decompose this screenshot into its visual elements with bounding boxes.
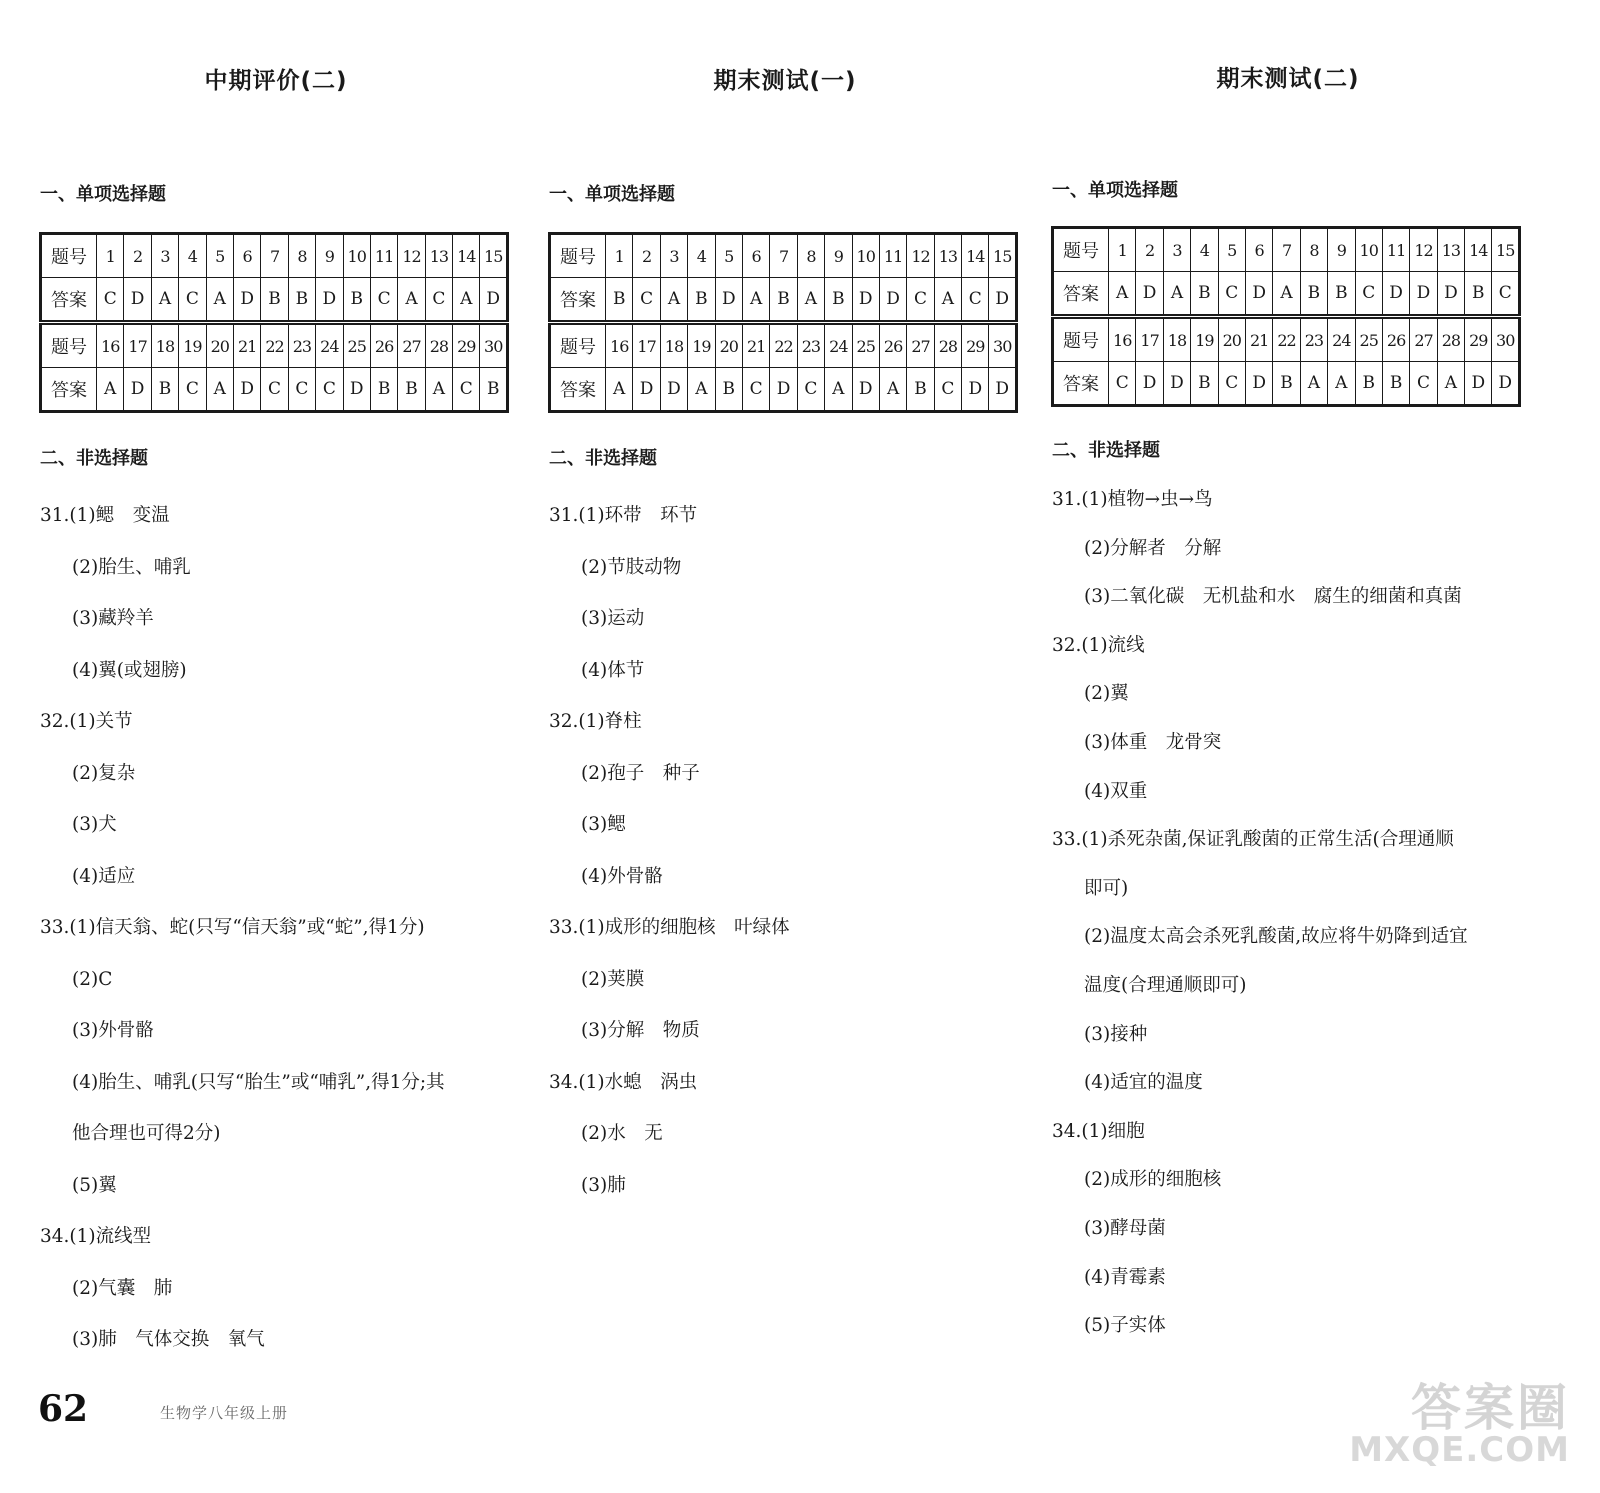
- answer-cell: C: [370, 278, 397, 323]
- question-number-cell: 8: [797, 234, 824, 278]
- question-number-cell: 10: [1355, 228, 1382, 272]
- question-number-cell: 6: [1245, 228, 1272, 272]
- question-number-cell: 2: [124, 234, 151, 278]
- row-header: 题号: [41, 234, 97, 278]
- sub-answer-line: (2)温度太高会杀死乳酸菌,故应将牛奶降到适宜: [1084, 926, 1468, 948]
- question-number-cell: 3: [151, 234, 178, 278]
- question-number-cell: 7: [1273, 228, 1300, 272]
- question-number-cell: 1: [606, 234, 633, 278]
- question-number-cell: 20: [1218, 317, 1245, 362]
- question-number-cell: 26: [370, 323, 397, 368]
- question-number-cell: 6: [233, 234, 260, 278]
- answer-cell: B: [770, 278, 797, 323]
- question-number-cell: 25: [1355, 317, 1382, 362]
- answer-cell: D: [343, 368, 370, 412]
- answer-cell: B: [1191, 272, 1218, 317]
- question-number-cell: 4: [1191, 228, 1218, 272]
- answer-lines: [545, 490, 1045, 1211]
- question-number-cell: 15: [1492, 228, 1520, 272]
- question-answer-line: 34.(1)细胞: [1052, 1120, 1145, 1142]
- answer-cell: A: [825, 368, 852, 412]
- question-number-cell: 5: [715, 234, 742, 278]
- question-number-cell: 15: [989, 234, 1017, 278]
- answer-row: [1053, 272, 1520, 317]
- answer-row: [1053, 362, 1520, 406]
- answer-cell: A: [206, 278, 233, 323]
- sub-answer-line: (4)翼(或翅膀): [72, 659, 187, 681]
- question-number-cell: 21: [1245, 317, 1272, 362]
- question-number-cell: 30: [480, 323, 508, 368]
- question-answer-line: 31.(1)环带 环节: [549, 505, 698, 526]
- question-number-cell: 24: [1328, 317, 1355, 362]
- answer-cell: D: [1465, 362, 1492, 406]
- question-number-cell: 5: [206, 234, 233, 278]
- answer-cell: C: [1109, 362, 1136, 406]
- answer-cell: D: [233, 278, 260, 323]
- question-number-cell: 28: [425, 323, 452, 368]
- question-answer-line: 32.(1)脊柱: [549, 711, 642, 732]
- answer-cell: B: [1355, 362, 1382, 406]
- answer-cell: B: [606, 278, 633, 323]
- question-number-cell: 3: [1163, 228, 1190, 272]
- answer-cell: C: [1492, 272, 1520, 317]
- question-number-cell: 18: [151, 323, 178, 368]
- question-number-cell: 22: [1273, 317, 1300, 362]
- question-number-cell: 4: [179, 234, 206, 278]
- answer-cell: A: [398, 278, 425, 323]
- multiple-choice-heading: 一、单项选择题: [549, 184, 675, 205]
- question-number-cell: 25: [852, 323, 879, 368]
- answer-cell: B: [370, 368, 397, 412]
- question-number-cell: 2: [633, 234, 660, 278]
- question-number-cell: 24: [825, 323, 852, 368]
- question-number-cell: 30: [1492, 317, 1520, 362]
- sub-answer-line: (3)运动: [581, 608, 645, 629]
- answer-cell: D: [316, 278, 343, 323]
- answer-cell: D: [1492, 362, 1520, 406]
- continuation-line: 他合理也可得2分): [72, 1123, 221, 1144]
- question-number-cell: 7: [770, 234, 797, 278]
- section-title: 期末测试(一): [713, 68, 857, 94]
- question-number-cell: 11: [1382, 228, 1409, 272]
- question-number-cell: 21: [742, 323, 769, 368]
- answer-cell: C: [1410, 362, 1437, 406]
- question-number-cell: 27: [907, 323, 934, 368]
- question-answer-line: 31.(1)植物→虫→鸟: [1052, 489, 1213, 510]
- continuation-line: 即可): [1084, 877, 1129, 899]
- sub-answer-line: (2)分解者 分解: [1084, 537, 1222, 559]
- answer-cell: D: [124, 278, 151, 323]
- question-number-cell: 8: [1300, 228, 1327, 272]
- answer-cell: C: [425, 278, 452, 323]
- question-number-cell: 17: [1136, 317, 1163, 362]
- question-number-cell: 30: [989, 323, 1017, 368]
- question-answer-line: 34.(1)流线型: [40, 1226, 152, 1247]
- question-number-cell: 13: [934, 234, 961, 278]
- multiple-choice-heading: 一、单项选择题: [40, 184, 166, 205]
- question-number-row: [41, 323, 508, 368]
- answer-cell: B: [480, 368, 508, 412]
- answer-cell: D: [879, 278, 906, 323]
- question-number-cell: 12: [1410, 228, 1437, 272]
- non-choice-heading: 二、非选择题: [40, 448, 148, 469]
- sub-answer-line: (2)水 无: [581, 1123, 663, 1144]
- answer-cell: A: [1163, 272, 1190, 317]
- question-number-cell: 14: [1465, 228, 1492, 272]
- answer-cell: B: [1328, 272, 1355, 317]
- page-number: 62: [38, 1388, 89, 1430]
- answer-cell: C: [633, 278, 660, 323]
- answer-cell: A: [97, 368, 124, 412]
- question-number-cell: 19: [179, 323, 206, 368]
- question-number-cell: 13: [1437, 228, 1464, 272]
- answer-cell: D: [852, 368, 879, 412]
- answer-cell: D: [124, 368, 151, 412]
- row-header: 答案: [1053, 362, 1109, 406]
- sub-answer-line: (3)接种: [1084, 1023, 1148, 1045]
- answer-cell: A: [1109, 272, 1136, 317]
- question-number-cell: 11: [879, 234, 906, 278]
- sub-answer-line: (2)气囊 肺: [72, 1277, 173, 1299]
- sub-answer-line: (4)外骨骼: [581, 865, 663, 887]
- row-header: 题号: [550, 234, 606, 278]
- question-answer-line: 31.(1)鳃 变温: [40, 505, 170, 526]
- answer-cell: B: [907, 368, 934, 412]
- question-answer-line: 33.(1)信天翁、蛇(只写“信天翁”或“蛇”,得1分): [40, 917, 425, 938]
- question-number-cell: 10: [343, 234, 370, 278]
- sub-answer-line: (2)胎生、哺乳: [72, 556, 191, 578]
- sub-answer-line: (4)青霉素: [1084, 1266, 1166, 1288]
- sub-answer-line: (3)藏羚羊: [72, 608, 154, 629]
- sub-answer-line: (4)适应: [72, 865, 136, 887]
- answer-cell: D: [852, 278, 879, 323]
- continuation-line: 温度(合理通顺即可): [1084, 974, 1247, 996]
- answer-cell: D: [989, 278, 1017, 323]
- answer-cell: B: [261, 278, 288, 323]
- question-number-cell: 10: [852, 234, 879, 278]
- watermark-logo: [1349, 1368, 1570, 1478]
- answer-cell: A: [151, 278, 178, 323]
- question-number-cell: 23: [797, 323, 824, 368]
- answer-cell: B: [151, 368, 178, 412]
- answer-cell: D: [962, 368, 989, 412]
- question-number-cell: 28: [934, 323, 961, 368]
- question-number-cell: 7: [261, 234, 288, 278]
- answer-cell: A: [425, 368, 452, 412]
- answer-cell: B: [398, 368, 425, 412]
- answer-cell: A: [934, 278, 961, 323]
- sub-answer-line: (3)体重 龙骨突: [1084, 731, 1222, 753]
- question-answer-line: 33.(1)杀死杂菌,保证乳酸菌的正常生活(合理通顺: [1052, 829, 1454, 851]
- answer-cell: C: [179, 368, 206, 412]
- question-number-row: [550, 234, 1017, 278]
- answer-cell: D: [1136, 272, 1163, 317]
- answer-lines: [36, 490, 536, 1366]
- question-number-cell: 28: [1437, 317, 1464, 362]
- question-number-cell: 9: [825, 234, 852, 278]
- answer-table: [548, 232, 1018, 413]
- answer-cell: C: [797, 368, 824, 412]
- answer-cell: D: [1163, 362, 1190, 406]
- question-number-cell: 13: [425, 234, 452, 278]
- question-number-cell: 18: [660, 323, 687, 368]
- question-number-cell: 16: [606, 323, 633, 368]
- question-number-cell: 22: [770, 323, 797, 368]
- answer-cell: A: [206, 368, 233, 412]
- sub-answer-line: (5)子实体: [1084, 1315, 1166, 1337]
- sub-answer-line: (2)节肢动物: [581, 556, 682, 578]
- answer-cell: D: [1437, 272, 1464, 317]
- question-number-cell: 23: [1300, 317, 1327, 362]
- answer-cell: D: [233, 368, 260, 412]
- question-number-row: [41, 234, 508, 278]
- answer-cell: A: [797, 278, 824, 323]
- row-header: 题号: [41, 323, 97, 368]
- answer-cell: C: [962, 278, 989, 323]
- answer-cell: A: [1437, 362, 1464, 406]
- answer-cell: D: [1382, 272, 1409, 317]
- sub-answer-line: (5)翼: [72, 1174, 117, 1196]
- question-number-cell: 16: [97, 323, 124, 368]
- answer-cell: B: [688, 278, 715, 323]
- row-header: 答案: [1053, 272, 1109, 317]
- sub-answer-line: (3)肺 气体交换 氧气: [72, 1329, 265, 1350]
- question-number-cell: 4: [688, 234, 715, 278]
- answer-cell: D: [770, 368, 797, 412]
- question-number-cell: 12: [907, 234, 934, 278]
- row-header: 题号: [1053, 228, 1109, 272]
- question-number-cell: 17: [124, 323, 151, 368]
- question-number-cell: 21: [233, 323, 260, 368]
- sub-answer-line: (2)成形的细胞核: [1084, 1169, 1222, 1191]
- answer-cell: B: [1382, 362, 1409, 406]
- row-header: 答案: [41, 368, 97, 412]
- answer-cell: D: [1136, 362, 1163, 406]
- question-number-cell: 19: [1191, 317, 1218, 362]
- answer-cell: C: [316, 368, 343, 412]
- sub-answer-line: (3)犬: [72, 814, 117, 835]
- answer-cell: D: [1245, 272, 1272, 317]
- answer-row: [41, 278, 508, 323]
- question-number-row: [1053, 317, 1520, 362]
- sub-answer-line: (4)体节: [581, 659, 645, 681]
- answer-cell: D: [480, 278, 508, 323]
- question-number-cell: 26: [879, 323, 906, 368]
- sub-answer-line: (2)翼: [1084, 683, 1129, 705]
- answer-cell: D: [715, 278, 742, 323]
- answer-cell: B: [343, 278, 370, 323]
- answer-cell: A: [660, 278, 687, 323]
- question-number-cell: 19: [688, 323, 715, 368]
- answer-cell: D: [633, 368, 660, 412]
- answer-cell: A: [879, 368, 906, 412]
- question-number-cell: 17: [633, 323, 660, 368]
- answer-lines: [1048, 476, 1548, 1351]
- question-number-cell: 22: [261, 323, 288, 368]
- answer-cell: C: [742, 368, 769, 412]
- sub-answer-line: (3)鳃: [581, 814, 626, 835]
- answer-row: [550, 368, 1017, 412]
- question-number-cell: 3: [660, 234, 687, 278]
- answer-row: [550, 278, 1017, 323]
- question-number-cell: 15: [480, 234, 508, 278]
- answer-cell: B: [1191, 362, 1218, 406]
- row-header: 答案: [41, 278, 97, 323]
- question-answer-line: 33.(1)成形的细胞核 叶绿体: [549, 917, 790, 938]
- question-number-cell: 2: [1136, 228, 1163, 272]
- question-number-cell: 14: [453, 234, 480, 278]
- question-number-row: [550, 323, 1017, 368]
- question-number-cell: 26: [1382, 317, 1409, 362]
- answer-cell: C: [261, 368, 288, 412]
- row-header: 题号: [1053, 317, 1109, 362]
- answer-cell: C: [453, 368, 480, 412]
- answer-cell: C: [1355, 272, 1382, 317]
- question-number-cell: 18: [1163, 317, 1190, 362]
- question-number-cell: 27: [398, 323, 425, 368]
- question-number-cell: 23: [288, 323, 315, 368]
- section-title: 期末测试(二): [1216, 66, 1360, 92]
- question-number-cell: 11: [370, 234, 397, 278]
- question-number-cell: 29: [453, 323, 480, 368]
- answer-cell: D: [1245, 362, 1272, 406]
- answer-cell: B: [1300, 272, 1327, 317]
- answer-cell: A: [742, 278, 769, 323]
- sub-answer-line: (4)双重: [1084, 780, 1148, 802]
- sub-answer-line: (2)荚膜: [581, 968, 645, 990]
- question-number-cell: 20: [715, 323, 742, 368]
- answer-cell: C: [934, 368, 961, 412]
- watermark-url: MXQE.COM: [1349, 1430, 1570, 1470]
- sub-answer-line: (3)肺: [581, 1174, 626, 1196]
- answer-cell: A: [688, 368, 715, 412]
- sub-answer-line: (3)分解 物质: [581, 1020, 700, 1041]
- question-number-cell: 1: [1109, 228, 1136, 272]
- question-answer-line: 32.(1)流线: [1052, 634, 1145, 656]
- question-number-cell: 25: [343, 323, 370, 368]
- section-title: 中期评价(二): [204, 68, 348, 94]
- watermark-text: 答案圈: [1411, 1379, 1570, 1437]
- multiple-choice-heading: 一、单项选择题: [1052, 180, 1178, 201]
- question-answer-line: 34.(1)水螅 涡虫: [549, 1071, 698, 1093]
- question-number-cell: 27: [1410, 317, 1437, 362]
- question-number-cell: 29: [1465, 317, 1492, 362]
- book-name: 生物学八年级上册: [160, 1404, 289, 1422]
- question-number-cell: 1: [97, 234, 124, 278]
- answer-cell: B: [288, 278, 315, 323]
- answer-cell: A: [1300, 362, 1327, 406]
- answer-cell: A: [1273, 272, 1300, 317]
- sub-answer-line: (3)酵母菌: [1084, 1217, 1166, 1239]
- question-number-cell: 20: [206, 323, 233, 368]
- answer-cell: D: [1410, 272, 1437, 317]
- answer-cell: D: [989, 368, 1017, 412]
- question-number-cell: 8: [288, 234, 315, 278]
- question-number-cell: 14: [962, 234, 989, 278]
- answer-cell: B: [1465, 272, 1492, 317]
- answer-cell: C: [97, 278, 124, 323]
- sub-answer-line: (2)复杂: [72, 762, 136, 784]
- answer-cell: C: [907, 278, 934, 323]
- sub-answer-line: (4)适宜的温度: [1084, 1072, 1203, 1094]
- answer-cell: A: [606, 368, 633, 412]
- question-number-cell: 24: [316, 323, 343, 368]
- question-number-cell: 5: [1218, 228, 1245, 272]
- answer-cell: A: [1328, 362, 1355, 406]
- non-choice-heading: 二、非选择题: [549, 448, 657, 469]
- answer-cell: C: [1218, 272, 1245, 317]
- answer-cell: A: [453, 278, 480, 323]
- non-choice-heading: 二、非选择题: [1052, 440, 1160, 461]
- answer-cell: C: [288, 368, 315, 412]
- question-number-cell: 9: [316, 234, 343, 278]
- answer-cell: C: [1218, 362, 1245, 406]
- row-header: 答案: [550, 368, 606, 412]
- row-header: 题号: [550, 323, 606, 368]
- answer-row: [41, 368, 508, 412]
- answer-cell: B: [715, 368, 742, 412]
- question-number-cell: 29: [962, 323, 989, 368]
- sub-answer-line: (3)二氧化碳 无机盐和水 腐生的细菌和真菌: [1084, 586, 1462, 608]
- sub-answer-line: (4)胎生、哺乳(只写“胎生”或“哺乳”,得1分;其: [72, 1071, 445, 1093]
- answer-cell: B: [1273, 362, 1300, 406]
- question-number-cell: 9: [1328, 228, 1355, 272]
- sub-answer-line: (2)孢子 种子: [581, 762, 700, 784]
- question-number-cell: 6: [742, 234, 769, 278]
- answer-cell: B: [825, 278, 852, 323]
- question-number-row: [1053, 228, 1520, 272]
- sub-answer-line: (3)外骨骼: [72, 1020, 154, 1041]
- answer-cell: D: [660, 368, 687, 412]
- answer-table: [39, 232, 509, 413]
- row-header: 答案: [550, 278, 606, 323]
- question-number-cell: 12: [398, 234, 425, 278]
- answer-table: [1051, 226, 1521, 407]
- question-answer-line: 32.(1)关节: [40, 711, 133, 732]
- question-number-cell: 16: [1109, 317, 1136, 362]
- sub-answer-line: (2)C: [72, 968, 113, 990]
- answer-cell: C: [179, 278, 206, 323]
